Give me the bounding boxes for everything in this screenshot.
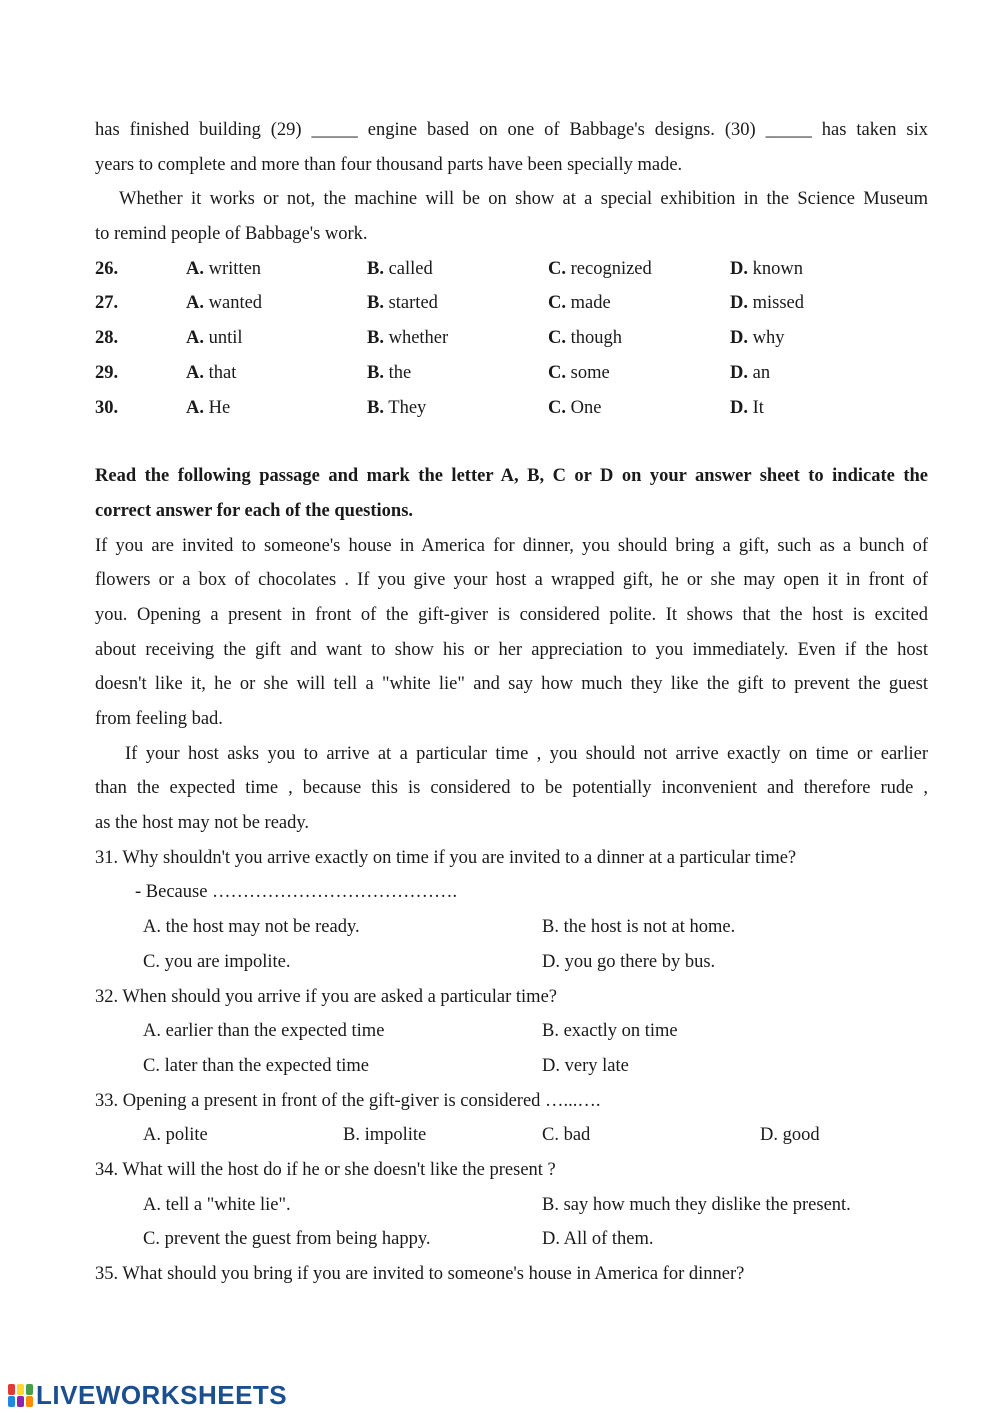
option-letter: B. xyxy=(367,397,384,418)
option-letter: A. xyxy=(186,397,204,418)
option-text: that xyxy=(208,362,237,383)
worksheet-page xyxy=(95,113,928,1292)
option-text: wanted xyxy=(208,293,263,314)
passage2-line: flowers or a box of chocolates . If you give your host a wrapped gift, he or she may open it in front of xyxy=(95,570,928,591)
option-letter: A. xyxy=(186,293,204,314)
option-letter: B. xyxy=(367,362,384,383)
option-text: made xyxy=(570,293,611,314)
option-letter: C. xyxy=(548,397,566,418)
passage2-line: doesn't like it, he or she will tell a "white lie" and say how much they like the gift to prevent the guest xyxy=(95,674,928,695)
option-a[interactable] xyxy=(186,286,262,321)
option-a[interactable] xyxy=(186,356,236,391)
option-b[interactable]: B. exactly on time xyxy=(542,1021,678,1042)
passage2-line: you. Opening a present in front of the gift-giver is considered polite. It shows that the host is excited xyxy=(95,604,928,625)
passage2-line: If you are invited to someone's house in America for dinner, you should bring a gift, such as a bunch of xyxy=(95,535,928,556)
option-c[interactable]: C. later than the expected time xyxy=(143,1055,370,1076)
passage1-line: years to complete and more than four thousand parts have been specially made. xyxy=(95,154,683,175)
question-number: 26. xyxy=(95,258,119,279)
option-letter: B. xyxy=(367,258,384,279)
option-b[interactable]: B. the host is not at home. xyxy=(542,917,736,938)
option-text: though xyxy=(570,328,623,349)
option-letter: D. xyxy=(730,362,748,383)
cloze-row xyxy=(95,286,928,321)
cloze-questions xyxy=(95,252,928,425)
option-letter: B. xyxy=(367,293,384,314)
question-number: 28. xyxy=(95,328,119,349)
option-letter: B. xyxy=(367,328,384,349)
question-31-stem: 31. Why shouldn't you arrive exactly on time if you are invited to a dinner at a particular time? xyxy=(95,847,797,868)
option-text: He xyxy=(208,397,231,418)
option-letter: D. xyxy=(730,258,748,279)
passage2-line: If your host asks you to arrive at a particular time , you should not arrive exactly on time or earlier xyxy=(125,743,928,764)
question-33-options-row xyxy=(95,1118,928,1153)
option-b[interactable] xyxy=(367,286,438,321)
option-b[interactable] xyxy=(367,252,433,287)
option-text: started xyxy=(388,293,438,314)
option-b[interactable] xyxy=(367,356,411,391)
question-32-stem: 32. When should you arrive if you are asked a particular time? xyxy=(95,986,557,1007)
liveworksheets-logo[interactable] xyxy=(8,1380,287,1410)
passage1-line: Whether it works or not, the machine will be on show at a special exhibition in the Science Museum xyxy=(119,189,928,210)
option-c[interactable]: C. you are impolite. xyxy=(143,951,291,972)
option-c[interactable] xyxy=(548,356,610,391)
option-d[interactable] xyxy=(730,321,785,356)
instruction-line: correct answer for each of the questions. xyxy=(95,500,414,521)
question-number: 29. xyxy=(95,362,119,383)
question-33-stem: 33. Opening a present in front of the gift-giver is considered …...…. xyxy=(95,1090,601,1111)
question-35-stem: 35. What should you bring if you are invited to someone's house in America for dinner? xyxy=(95,1264,745,1284)
question-32-options-row xyxy=(95,1049,928,1084)
passage2-line: as the host may not be ready. xyxy=(95,813,310,834)
question-34-options-row xyxy=(95,1222,928,1257)
question-34-options-row xyxy=(95,1188,928,1223)
option-c[interactable]: C. bad xyxy=(542,1125,591,1146)
option-letter: A. xyxy=(186,258,204,279)
option-a[interactable]: A. tell a "white lie". xyxy=(143,1194,291,1215)
option-letter: D. xyxy=(730,397,748,418)
option-c[interactable] xyxy=(548,321,622,356)
option-a[interactable]: A. polite xyxy=(143,1125,208,1146)
option-text: They xyxy=(388,397,427,418)
logo-text: LIVEWORKSHEETS xyxy=(36,1379,288,1410)
option-letter: C. xyxy=(548,258,566,279)
question-31-sub: - Because …………………………………. xyxy=(135,882,458,903)
option-a[interactable]: A. the host may not be ready. xyxy=(143,917,360,938)
option-letter: C. xyxy=(548,328,566,349)
spacer xyxy=(95,425,928,459)
option-text: called xyxy=(388,258,433,279)
question-34-stem: 34. What will the host do if he or she doesn't like the present ? xyxy=(95,1159,556,1180)
instruction-line: Read the following passage and mark the letter A, B, C or D on your answer sheet to indicate the xyxy=(95,466,928,487)
option-text: whether xyxy=(388,328,449,349)
option-text: until xyxy=(208,328,243,349)
option-text: recognized xyxy=(570,258,652,279)
option-a[interactable] xyxy=(186,391,230,426)
option-text: the xyxy=(388,362,412,383)
question-32-options-row xyxy=(95,1014,928,1049)
passage1-line: has finished building (29) _____ engine based on one of Babbage's designs. (30) _____ has taken six xyxy=(95,120,928,140)
option-b[interactable]: B. impolite xyxy=(343,1125,427,1146)
option-c[interactable]: C. prevent the guest from being happy. xyxy=(143,1229,431,1250)
liveworksheets-mark-icon xyxy=(8,1382,34,1408)
option-letter: C. xyxy=(548,293,566,314)
cloze-row xyxy=(95,391,928,426)
question-31-options-row xyxy=(95,945,928,980)
option-text: an xyxy=(752,362,771,383)
option-c[interactable] xyxy=(548,391,601,426)
option-d[interactable]: D. you go there by bus. xyxy=(542,951,716,972)
option-c[interactable] xyxy=(548,252,652,287)
passage2-line: from feeling bad. xyxy=(95,709,223,729)
cloze-row xyxy=(95,252,928,287)
option-text: missed xyxy=(752,293,805,314)
passage2-line: about receiving the gift and want to show his or her appreciation to you immediately. Even if the host xyxy=(95,639,928,660)
option-b[interactable]: B. say how much they dislike the present. xyxy=(542,1194,851,1215)
question-31-options-row xyxy=(95,910,928,945)
option-d[interactable]: D. good xyxy=(760,1125,820,1146)
option-letter: C. xyxy=(548,362,566,383)
option-text: One xyxy=(570,397,602,418)
option-d[interactable] xyxy=(730,286,804,321)
option-a[interactable]: A. earlier than the expected time xyxy=(143,1021,385,1042)
option-letter: A. xyxy=(186,362,204,383)
option-letter: D. xyxy=(730,293,748,314)
option-c[interactable] xyxy=(548,286,611,321)
option-d[interactable] xyxy=(730,356,770,391)
option-b[interactable] xyxy=(367,321,448,356)
option-d[interactable] xyxy=(730,252,803,287)
option-a[interactable] xyxy=(186,252,261,287)
option-letter: D. xyxy=(730,328,748,349)
option-d[interactable]: D. very late xyxy=(542,1055,629,1076)
passage2-line: than the expected time , because this is considered to be potentially inconvenient and therefore rude , xyxy=(95,778,928,799)
question-number: 30. xyxy=(95,397,119,418)
option-text: written xyxy=(208,258,262,279)
option-text: some xyxy=(570,362,610,383)
question-number: 27. xyxy=(95,293,119,314)
option-d[interactable] xyxy=(730,391,764,426)
option-text: why xyxy=(752,328,785,349)
option-a[interactable] xyxy=(186,321,243,356)
cloze-row xyxy=(95,356,928,391)
option-letter: A. xyxy=(186,328,204,349)
cloze-row xyxy=(95,321,928,356)
option-text: It xyxy=(752,397,764,418)
option-d[interactable]: D. All of them. xyxy=(542,1229,654,1250)
passage1-line: to remind people of Babbage's work. xyxy=(95,224,368,245)
option-text: known xyxy=(752,258,803,279)
option-b[interactable] xyxy=(367,391,426,426)
